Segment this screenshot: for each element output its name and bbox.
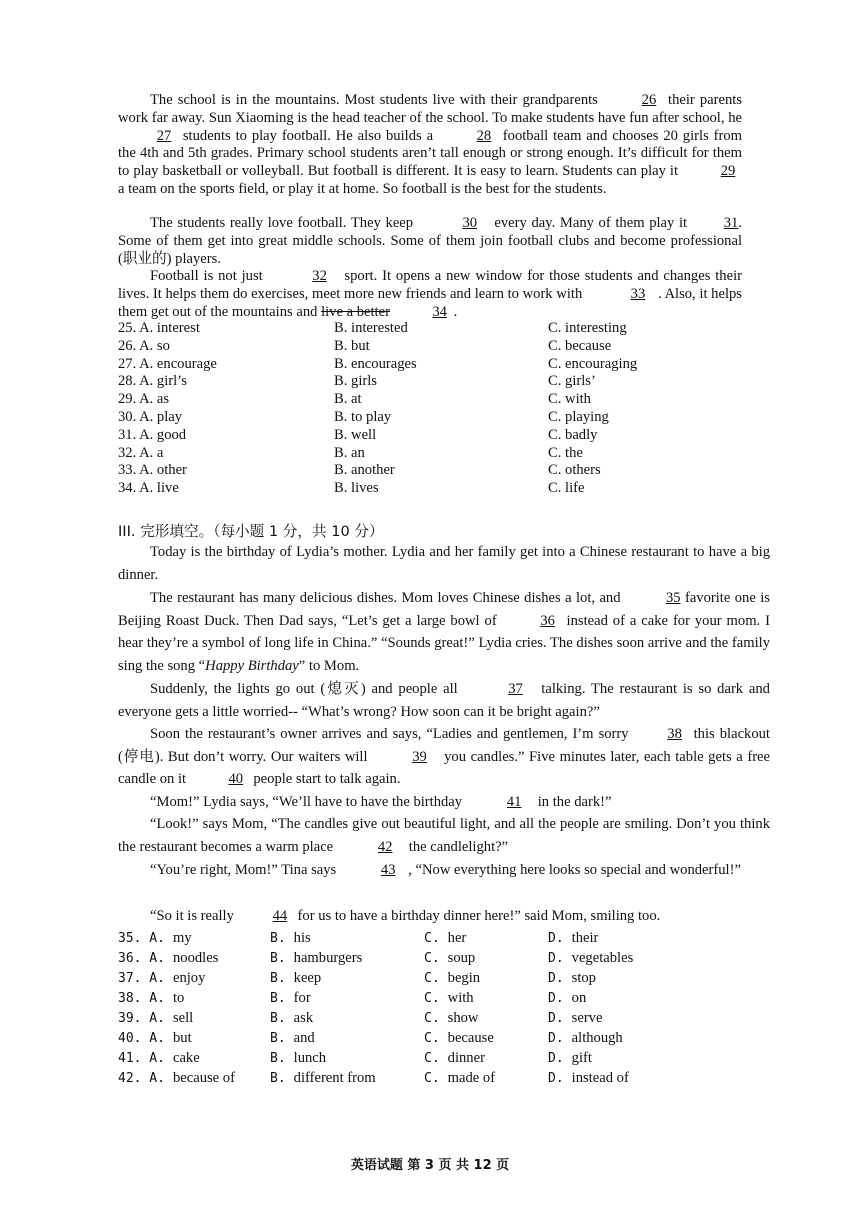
- option-row: [118, 1048, 758, 1068]
- option-c: C. life: [548, 480, 585, 497]
- option-row: [118, 988, 758, 1008]
- text: Suddenly, the lights go out (熄灭) and people all: [150, 681, 464, 697]
- option-b: B. but: [334, 337, 370, 354]
- text: The students really love football. They keep: [150, 215, 418, 231]
- option-b-text: and: [293, 1030, 315, 1046]
- option-a: [118, 928, 192, 949]
- option-d-label: D.: [548, 971, 564, 986]
- option-d: [548, 968, 596, 989]
- option-d: [548, 1068, 629, 1089]
- option-a: 27. A. encourage: [118, 355, 217, 372]
- passage1-paragraph-2: [118, 215, 742, 268]
- text: , “Now everything here looks so special and wonderful!”: [408, 862, 741, 878]
- option-b-label: B.: [270, 1051, 286, 1066]
- passage1-paragraph-3: [118, 268, 742, 321]
- option-c-text: begin: [447, 970, 481, 986]
- option-d: [548, 948, 633, 969]
- option-row: [118, 1008, 758, 1028]
- option-d-label: D.: [548, 1071, 564, 1086]
- text: Soon the restaurant’s owner arrives and says, “Ladies and gentlemen, I’m sorry: [150, 726, 629, 742]
- option-d-text: vegetables: [571, 950, 634, 966]
- text: Football is not just: [150, 268, 268, 284]
- option-c-text: soup: [447, 950, 476, 966]
- option-c: C. because: [548, 337, 612, 354]
- option-a: [118, 1048, 200, 1069]
- option-b-text: ask: [293, 1010, 314, 1026]
- option-a: 31. A. good: [118, 426, 187, 443]
- option-row: [118, 445, 758, 463]
- option-c: [424, 968, 480, 989]
- blank-41: 41: [506, 794, 522, 810]
- text: in the dark!”: [534, 794, 612, 810]
- option-a-label: 40. A.: [118, 1031, 165, 1046]
- blank-34: 34: [432, 303, 447, 320]
- option-row: [118, 320, 758, 338]
- options-25-34: [118, 320, 758, 498]
- option-b-text: his: [293, 930, 311, 946]
- option-d-text: instead of: [571, 1070, 629, 1086]
- option-a-label: 38. A.: [118, 991, 165, 1006]
- page-footer: 英语试题 第 3 页 共 12 页: [350, 1158, 510, 1173]
- option-c: C. badly: [548, 426, 598, 443]
- blank-30: 30: [462, 215, 478, 231]
- option-b: [270, 1068, 376, 1089]
- option-d-label: D.: [548, 991, 564, 1006]
- blank-29: 29: [720, 163, 736, 180]
- passage2-paragraph-5: [118, 791, 770, 814]
- option-c: [424, 928, 466, 949]
- blank-32: 32: [312, 268, 327, 284]
- option-c-label: C.: [424, 951, 440, 966]
- option-a: [118, 968, 205, 989]
- passage1-paragraph-1: [118, 92, 742, 199]
- option-a-label: 36. A.: [118, 951, 165, 966]
- text: .: [453, 303, 458, 320]
- option-row: [118, 338, 758, 356]
- option-a-label: 41. A.: [118, 1051, 165, 1066]
- option-c-label: C.: [424, 1051, 440, 1066]
- option-d-label: D.: [548, 1051, 564, 1066]
- option-c-label: C.: [424, 1071, 440, 1086]
- option-c: C. others: [548, 462, 601, 479]
- option-b: [270, 948, 362, 969]
- option-d-label: D.: [548, 931, 564, 946]
- blank-44: 44: [272, 908, 288, 924]
- option-a-text: to: [172, 990, 185, 1006]
- option-a: 28. A. girl’s: [118, 373, 187, 390]
- option-d-text: serve: [571, 1010, 603, 1026]
- blank-33: 33: [630, 285, 646, 302]
- option-a: [118, 988, 184, 1009]
- option-row: [118, 356, 758, 374]
- option-b: B. at: [334, 391, 362, 408]
- passage2-paragraph-1: Today is the birthday of Lydia’s mother. Lydia and her family get into a Chinese restaurant to have a big dinner.: [118, 544, 770, 583]
- option-b-label: B.: [270, 931, 286, 946]
- option-row: [118, 948, 758, 968]
- blank-38: 38: [667, 726, 682, 742]
- option-b: B. well: [334, 426, 377, 443]
- text: football team and chooses 20 girls from the 4th and 5th grades. Primary school students aren’t tall enough or strong enough. It’s difficult for them to play basketball or volleyball. But football is different. It is easy to learn. Students can play it: [118, 127, 742, 180]
- option-b-text: keep: [293, 970, 322, 986]
- option-c-text: because: [447, 1030, 494, 1046]
- option-d: [548, 988, 586, 1009]
- option-b-text: different from: [293, 1070, 376, 1086]
- option-a: 26. A. so: [118, 337, 170, 354]
- option-c: [424, 948, 475, 969]
- text: The school is in the mountains. Most students live with their grandparents: [150, 92, 603, 108]
- text: for us to have a birthday dinner here!” said Mom, smiling too.: [293, 908, 661, 924]
- option-b: B. interested: [334, 320, 408, 336]
- option-a: 33. A. other: [118, 462, 187, 479]
- option-a: 30. A. play: [118, 408, 183, 425]
- option-b: [270, 928, 311, 949]
- option-a-label: 37. A.: [118, 971, 165, 986]
- struck-text: live a better: [321, 303, 390, 320]
- text: instead of a cake for your mom. I hear they’re a symbol of long life in China.” “Sounds great!” Lydia cries. The dishes soon arrive and the family sing the song “: [118, 612, 770, 674]
- blank-35: 35: [665, 590, 681, 606]
- option-b: B. girls: [334, 373, 377, 390]
- option-b-label: B.: [270, 1071, 286, 1086]
- text: students to play football. He also builds a: [178, 127, 438, 144]
- options-35-42: [118, 928, 758, 1088]
- option-a: [118, 1008, 193, 1029]
- blank-42: 42: [377, 838, 393, 855]
- option-b: [270, 1048, 326, 1069]
- option-row: [118, 409, 758, 427]
- option-a-text: noodles: [172, 950, 219, 966]
- blank-31: 31: [723, 215, 739, 231]
- option-b-text: lunch: [293, 1050, 327, 1066]
- option-d-label: D.: [548, 1031, 564, 1046]
- passage2-paragraph-6: [118, 813, 770, 858]
- text: people start to talk again.: [249, 771, 401, 788]
- option-d: [548, 1028, 623, 1049]
- text: sport. It opens a new window for those students and changes their lives. It helps them do exercises, meet more new friends and learn to work with: [118, 268, 742, 302]
- text: this blackout (停电). But don’t worry. Our waiters will: [118, 726, 770, 765]
- text: The restaurant has many delicious dishes. Mom loves Chinese dishes a lot, and: [150, 590, 621, 606]
- text: a team on the sports field, or play it at home. So football is the best for the students.: [118, 180, 607, 197]
- text: favorite one is Beijing Roast Duck. Then Dad says, “Let’s get a large bowl of: [118, 590, 770, 629]
- option-a-label: 42. A.: [118, 1071, 165, 1086]
- option-a-text: cake: [172, 1050, 200, 1066]
- option-b: B. an: [334, 444, 365, 461]
- text: “Look!” says Mom, “The candles give out beautiful light, and all the people are smiling. Don’t you think the restaurant becomes a warm place: [118, 816, 770, 855]
- option-row: [118, 391, 758, 409]
- option-c: C. encouraging: [548, 355, 638, 372]
- text: ” to Mom.: [298, 657, 360, 674]
- option-a-label: 35. A.: [118, 931, 165, 946]
- option-c-text: with: [447, 990, 474, 1006]
- option-d: [548, 1008, 602, 1029]
- option-b-text: hamburgers: [293, 950, 363, 966]
- text: “Mom!” Lydia says, “We’ll have to have the birthday: [150, 794, 463, 810]
- option-a: 32. A. a: [118, 444, 164, 461]
- blank-26: 26: [641, 92, 657, 108]
- text: “So it is really: [150, 908, 234, 924]
- option-c: C. with: [548, 391, 591, 408]
- song-title: Happy Birthday: [205, 657, 299, 674]
- option-c-label: C.: [424, 931, 440, 946]
- blank-39: 39: [412, 748, 427, 765]
- option-b-label: B.: [270, 971, 286, 986]
- option-b: [270, 988, 311, 1009]
- text: the candlelight?”: [405, 838, 509, 855]
- option-b: B. lives: [334, 480, 379, 497]
- blank-37: 37: [508, 681, 523, 697]
- option-d-text: gift: [571, 1050, 592, 1066]
- option-c-text: dinner: [447, 1050, 485, 1066]
- option-b-label: B.: [270, 1011, 286, 1026]
- option-c: [424, 988, 474, 1009]
- option-c: [424, 1068, 495, 1089]
- option-b: [270, 1008, 313, 1029]
- text: talking. The restaurant is so dark and everyone gets a little worried-- “What’s wrong? How soon can it be bright again?”: [118, 681, 770, 720]
- option-a-text: because of: [172, 1070, 235, 1086]
- text: you candles.” Five minutes later, each table gets a free candle on it: [118, 748, 771, 788]
- option-row: [118, 1068, 758, 1088]
- blank-28: 28: [476, 127, 492, 144]
- option-row: [118, 928, 758, 948]
- option-c-label: C.: [424, 1031, 440, 1046]
- option-d-text: stop: [571, 970, 596, 986]
- option-a: [118, 1028, 192, 1049]
- option-row: [118, 1028, 758, 1048]
- option-b-label: B.: [270, 1031, 286, 1046]
- option-b-text: for: [293, 990, 311, 1006]
- option-a-text: enjoy: [172, 970, 206, 986]
- option-d-text: although: [571, 1030, 623, 1046]
- blank-43: 43: [380, 862, 396, 878]
- option-c: C. interesting: [548, 320, 627, 336]
- option-c: [424, 1048, 485, 1069]
- option-b-label: B.: [270, 951, 286, 966]
- blank-27: 27: [156, 127, 172, 144]
- option-c: C. girls’: [548, 373, 596, 390]
- option-row: [118, 373, 758, 391]
- option-a: 34. A. live: [118, 480, 179, 497]
- option-b: [270, 968, 321, 989]
- option-c-label: C.: [424, 1011, 440, 1026]
- option-a: 25. A. interest: [118, 320, 200, 336]
- text: their parents work far away. Sun Xiaoming is the head teacher of the school. To make students have fun after school, he: [118, 92, 742, 126]
- option-row: [118, 968, 758, 988]
- option-c: C. playing: [548, 408, 609, 425]
- option-c-label: C.: [424, 971, 440, 986]
- option-b: B. to play: [334, 408, 392, 425]
- passage2-paragraph-2: [118, 587, 770, 677]
- option-a: [118, 1068, 235, 1089]
- option-a: [118, 948, 218, 969]
- text: . Some of them get into great middle schools. Some of them join football clubs and become professional (职业的) players.: [118, 215, 742, 267]
- option-row: [118, 462, 758, 480]
- option-d-text: on: [571, 990, 587, 1006]
- option-c-label: C.: [424, 991, 440, 1006]
- passage2-paragraph-3: [118, 678, 770, 723]
- option-c-text: show: [447, 1010, 479, 1026]
- option-c-text: made of: [447, 1070, 496, 1086]
- blank-40: 40: [228, 771, 244, 788]
- text: . Also, it helps them get out of the mountains and: [118, 285, 742, 320]
- option-b: B. another: [334, 462, 395, 479]
- option-a: 29. A. as: [118, 391, 170, 408]
- option-d: [548, 1048, 592, 1069]
- option-d-text: their: [571, 930, 599, 946]
- option-c-text: her: [447, 930, 467, 946]
- option-c: [424, 1028, 494, 1049]
- option-row: [118, 427, 758, 445]
- option-d-label: D.: [548, 1011, 564, 1026]
- passage2-paragraph-4: [118, 723, 770, 791]
- passage2-paragraph-7: [118, 859, 770, 882]
- passage2-paragraph-8: [118, 905, 770, 928]
- option-b: [270, 1028, 315, 1049]
- section-heading: III. 完形填空。（每小题 1 分，共 10 分）: [118, 523, 384, 540]
- option-d: [548, 928, 598, 949]
- option-d-label: D.: [548, 951, 564, 966]
- option-b-label: B.: [270, 991, 286, 1006]
- text: “You’re right, Mom!” Tina says: [150, 862, 337, 878]
- text: every day. Many of them play it: [489, 215, 692, 231]
- option-a-text: but: [172, 1030, 192, 1046]
- option-a-text: my: [172, 930, 192, 946]
- option-a-label: 39. A.: [118, 1011, 165, 1026]
- option-c: [424, 1008, 478, 1029]
- option-row: [118, 480, 758, 498]
- option-c: C. the: [548, 444, 583, 461]
- blank-36: 36: [540, 612, 555, 629]
- option-b: B. encourages: [334, 355, 417, 372]
- option-a-text: sell: [172, 1010, 194, 1026]
